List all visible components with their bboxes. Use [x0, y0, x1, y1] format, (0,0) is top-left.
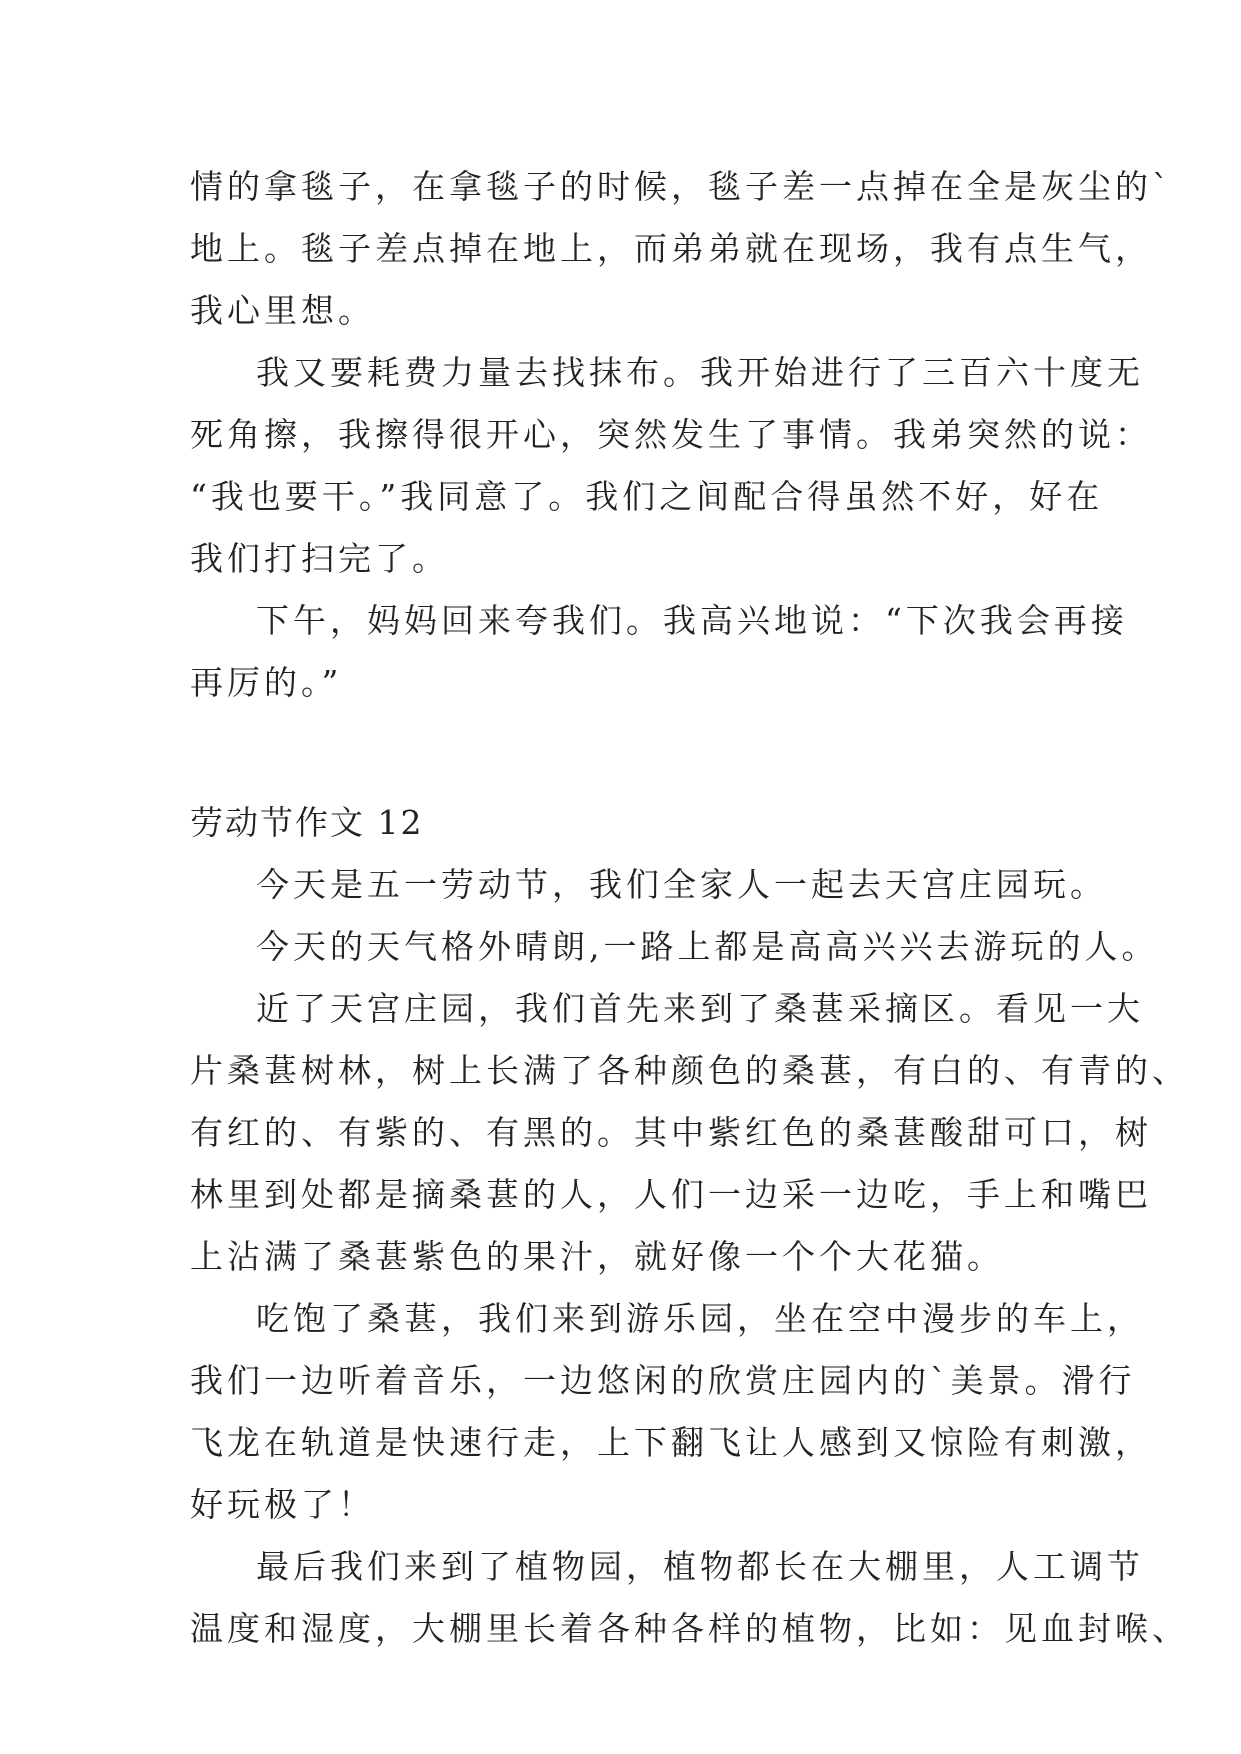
paragraph	[190, 978, 1189, 1288]
paragraph	[190, 916, 1159, 978]
text-line: 飞龙在轨道是快速行走，上下翻飞让人感到又惊险有刺激，	[190, 1423, 1152, 1462]
text-line: 下午，妈妈回来夸我们。我高兴地说：“下次我会再接	[256, 601, 1128, 640]
text-line: 最后我们来到了植物园，植物都长在大棚里，人工调节	[256, 1547, 1144, 1586]
text-line: 今天的天气格外晴朗,一路上都是高高兴兴去游玩的人。	[256, 927, 1159, 966]
text-line: 地上。毯子差点掉在地上，而弟弟就在现场，我有点生气，	[190, 229, 1152, 268]
text-line: 今天是五一劳动节，我们全家人一起去天宫庄园玩。	[256, 865, 1107, 904]
text-line: 死角擦，我擦得很开心，突然发生了事情。我弟突然的说：	[190, 415, 1152, 454]
text-line: 片桑葚树林，树上长满了各种颜色的桑葚，有白的、有青的、	[190, 1051, 1189, 1090]
text-line: 情的拿毯子，在拿毯子的时候，毯子差一点掉在全是灰尘的`	[190, 167, 1173, 206]
text-line: “我也要干。”我同意了。我们之间配合得虽然不好，好在	[190, 477, 1104, 516]
text-line: 我心里想。	[190, 291, 375, 330]
paragraph	[190, 1288, 1152, 1536]
paragraph	[190, 156, 1173, 342]
document-body	[190, 156, 1189, 1660]
text-line: 再厉的。”	[190, 663, 343, 702]
essay-title: 劳动节作文 12	[190, 803, 424, 842]
text-line: 有红的、有紫的、有黑的。其中紫红色的桑葚酸甜可口，树	[190, 1113, 1152, 1152]
text-line: 近了天宫庄园，我们首先来到了桑葚采摘区。看见一大	[256, 989, 1144, 1028]
text-line: 我们一边听着音乐，一边悠闲的欣赏庄园内的`美景。滑行	[190, 1361, 1136, 1400]
paragraph	[190, 1536, 1189, 1660]
text-line: 我又要耗费力量去找抹布。我开始进行了三百六十度无	[256, 353, 1144, 392]
text-line: 我们打扫完了。	[190, 539, 449, 578]
text-line: 好玩极了！	[190, 1485, 375, 1524]
section-spacer	[190, 714, 1050, 792]
text-line: 温度和湿度，大棚里长着各种各样的植物，比如：见血封喉、	[190, 1609, 1189, 1648]
text-line: 吃饱了桑葚，我们来到游乐园，坐在空中漫步的车上，	[256, 1299, 1144, 1338]
text-line: 林里到处都是摘桑葚的人，人们一边采一边吃，手上和嘴巴	[190, 1175, 1152, 1214]
text-line: 上沾满了桑葚紫色的果汁，就好像一个个大花猫。	[190, 1237, 1004, 1276]
paragraph	[190, 342, 1152, 590]
paragraph	[190, 854, 1107, 916]
paragraph	[190, 590, 1128, 714]
